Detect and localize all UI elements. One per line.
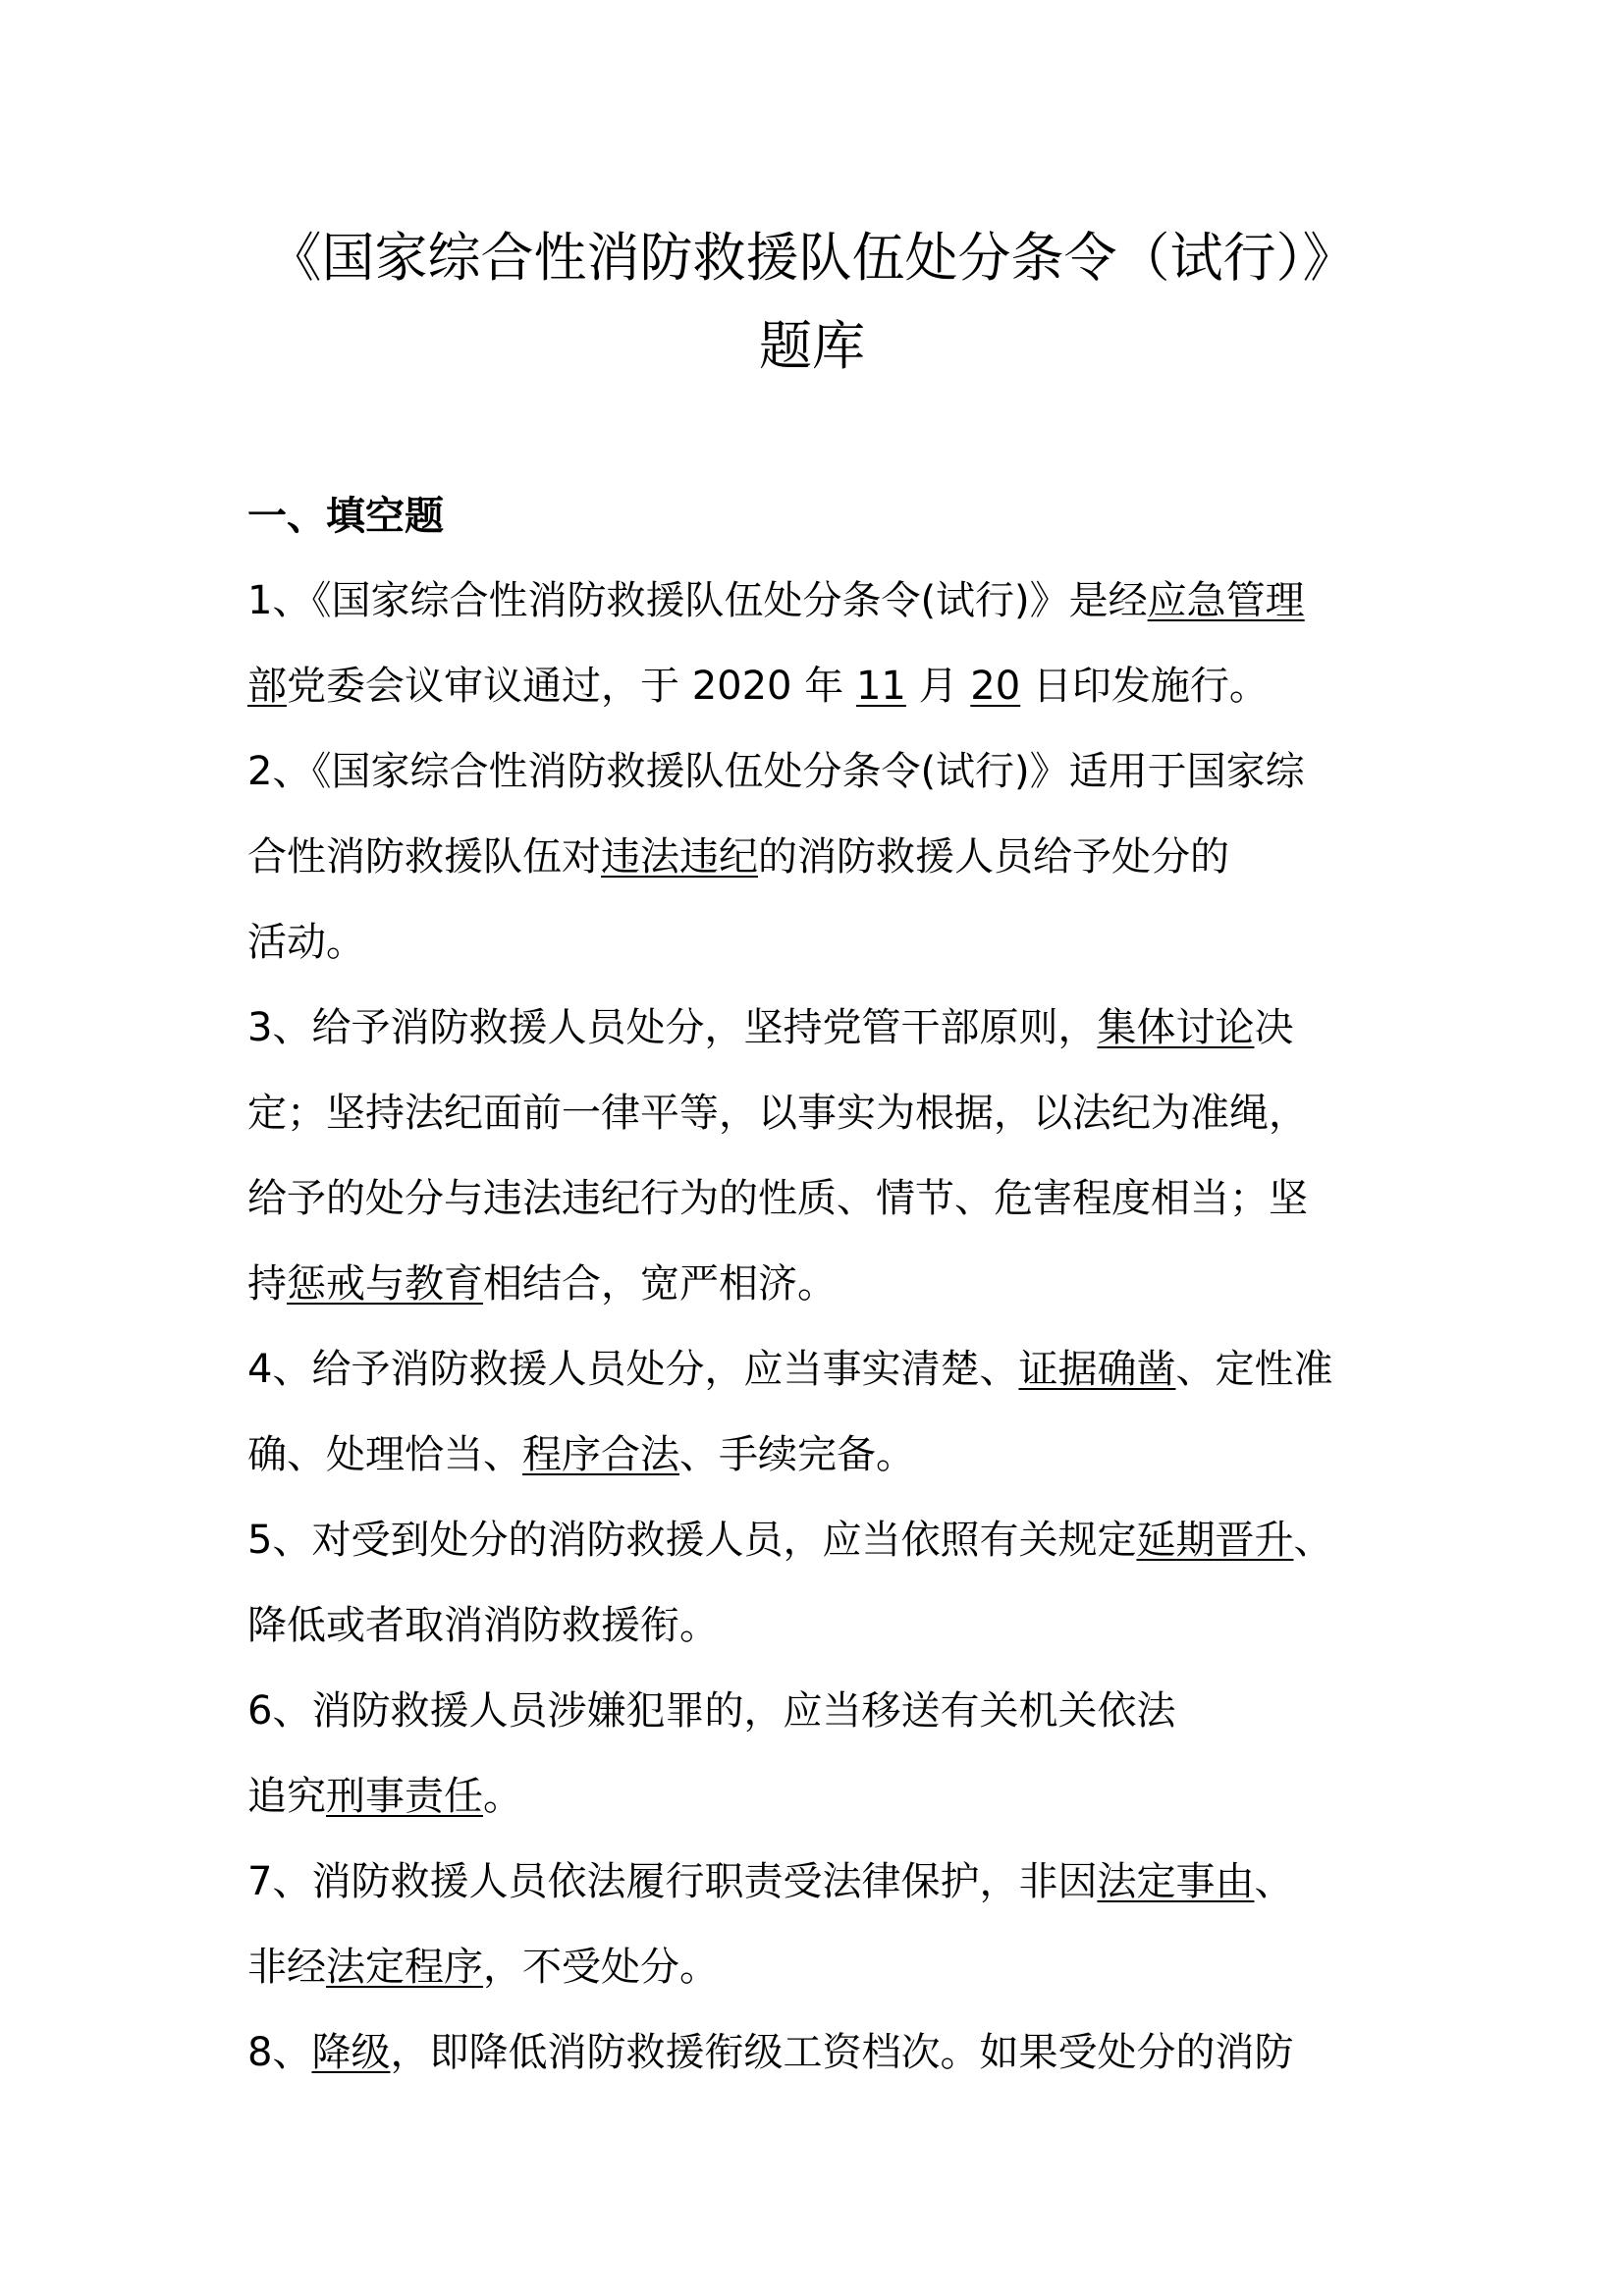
document-title-line-2: 题库 [759, 315, 865, 377]
text-segment: 追究 [247, 1774, 326, 1819]
text-segment: 月 [905, 664, 971, 709]
text-line [247, 644, 1396, 729]
text-segment: 合性消防救援队伍对 [247, 834, 601, 880]
text-line [247, 1583, 1396, 1669]
text-line [247, 815, 1396, 900]
text-line [247, 1925, 1396, 2010]
text-line [247, 1327, 1396, 1413]
text-segment: 决 [1254, 1005, 1294, 1050]
text-line [247, 1840, 1396, 1925]
answer-blank: 惩戒与教育 [287, 1261, 483, 1307]
text-segment: 2、《国家综合性消防救援队伍处分条令(试行)》适用于国家综 [247, 749, 1305, 794]
answer-blank: 20 [970, 664, 1021, 709]
document-title-line-1: 《国家综合性消防救援队伍处分条令（试行）》 [268, 227, 1356, 289]
text-segment: 6、消防救援人员涉嫌犯罪的，应当移送有关机关依法 [247, 1688, 1176, 1734]
answer-blank: 法定事由 [1097, 1859, 1255, 1904]
text-segment: 降低或者取消消防救援衔。 [247, 1603, 719, 1648]
text-segment: 给予的处分与违法违纪行为的性质、情节、危害程度相当；坚 [247, 1176, 1308, 1221]
text-line [247, 986, 1396, 1071]
text-segment: ，不受处分。 [483, 1945, 719, 1990]
text-segment: 持 [247, 1261, 287, 1307]
text-line [247, 1413, 1396, 1498]
text-segment: 活动。 [247, 920, 365, 965]
text-segment: 1、《国家综合性消防救援队伍处分条令(试行)》是经 [247, 578, 1148, 623]
text-segment: 3、给予消防救援人员处分，坚持党管干部原则， [247, 1005, 1098, 1050]
text-segment: 确、处理恰当、 [247, 1432, 522, 1477]
text-segment: 、 [1254, 1859, 1294, 1904]
text-line [247, 900, 1396, 986]
text-segment: 4、给予消防救援人员处分，应当事实清楚、 [247, 1347, 1019, 1392]
answer-blank: 应急管理 [1147, 578, 1305, 623]
text-line [247, 1242, 1396, 1327]
answer-blank: 部 [247, 664, 287, 709]
text-segment: 的消防救援人员给予处分的 [758, 834, 1229, 880]
text-segment: 、定性准 [1175, 1347, 1333, 1392]
text-line [247, 729, 1396, 815]
text-line [247, 559, 1396, 644]
text-segment: 7、消防救援人员依法履行职责受法律保护，非因 [247, 1859, 1098, 1904]
answer-blank: 延期晋升 [1136, 1518, 1294, 1563]
text-line [247, 1071, 1396, 1156]
answer-blank: 降级 [311, 2030, 391, 2075]
answer-blank: 法定程序 [326, 1945, 483, 1990]
answer-blank: 程序合法 [522, 1432, 679, 1477]
text-segment: 、 [1293, 1518, 1333, 1563]
answer-blank: 刑事责任 [326, 1774, 483, 1819]
text-segment: 非经 [247, 1945, 326, 1990]
text-line [247, 1669, 1396, 1754]
text-segment: 定；坚持法纪面前一律平等，以事实为根据，以法纪为准绳， [247, 1091, 1308, 1136]
text-segment: ，即降低消防救援衔级工资档次。如果受处分的消防 [390, 2030, 1294, 2075]
text-line [247, 1156, 1396, 1242]
text-line [247, 2010, 1396, 2096]
text-segment: 。 [483, 1774, 522, 1819]
answer-blank: 证据确凿 [1018, 1347, 1176, 1392]
section-heading: 一、填空题 [247, 494, 444, 539]
answer-blank: 违法违纪 [601, 834, 758, 880]
answer-blank: 11 [855, 664, 906, 709]
text-segment: 相结合，宽严相济。 [483, 1261, 837, 1307]
text-segment: 、手续完备。 [679, 1432, 915, 1477]
text-segment: 党委会议审议通过，于 2020 年 [287, 664, 856, 709]
text-line [247, 1754, 1396, 1840]
text-segment: 日印发施行。 [1020, 664, 1269, 709]
question-body [247, 559, 1396, 2096]
answer-blank: 集体讨论 [1097, 1005, 1255, 1050]
text-line [247, 1498, 1396, 1583]
text-segment: 5、对受到处分的消防救援人员，应当依照有关规定 [247, 1518, 1137, 1563]
text-segment: 8、 [247, 2030, 312, 2075]
